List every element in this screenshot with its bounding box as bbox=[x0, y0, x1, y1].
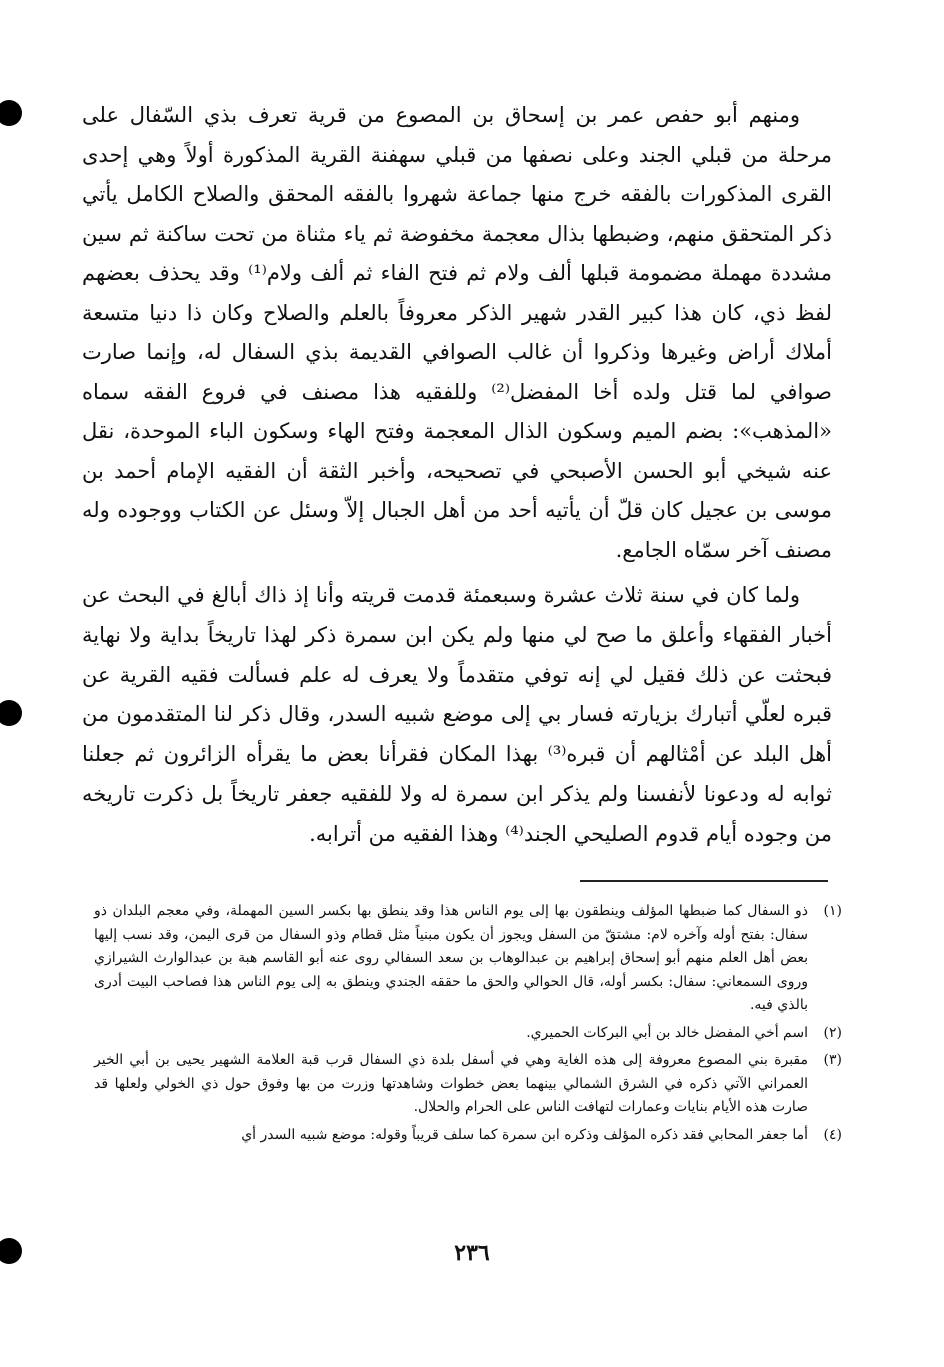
footnote-number: (٤) bbox=[823, 1126, 842, 1143]
main-text-paragraph-1 bbox=[82, 96, 832, 570]
paragraph-text: ومنهم أبو حفص عمر بن إسحاق بن المصوع من قرية تعرف بذي السّفال على مرحلة من قبلي الجند وعلى نصفها من قبلي سهفنة القرية المذكورة أولاً وهي إحدى القرى المذكورات بالفقه خرج منها جماعة شهروا بالفقه المحقق والصلاح الكامل يأتي ذكر المتحقق منهم، وضبطها بذال معجمة مخفوضة ثم ياء مثناة من تحت ساكنة ثم سين مشددة مهملة مضمومة قبلها ألف ولام ثم فتح الفاء ثم ألف ولام⁽¹⁾ وقد يحذف بعضهم لفظ ذي، كان هذا كبير القدر شهير الذكر معروفاً بالعلم والصلاح وكان ذا دنيا متسعة أملاك أراض وغيرها وذكروا أن غالب الصوافي القديمة بذي السفال له، وإنما صارت صوافي لما قتل ولده أخا المفضل⁽²⁾ وللفقيه هذا مصنف في فروع الفقه سماه «المذهب»: بضم الميم وسكون الذال المعجمة وفتح الهاء وسكون الباء الموحدة، نقل عنه شيخي أبو الحسن الأصبحي في تصحيحه، وأخبر الثقة أن الفقيه الإمام أحمد بن موسى بن عجيل كان قلّ أن يأتيه أحد من أهل الجبال إلاّ وسئل عن الكتاب ووجوده وله مصنف آخر سمّاه الجامع. bbox=[82, 103, 832, 562]
footnotes bbox=[94, 900, 842, 1151]
footnote-4 bbox=[94, 1124, 842, 1148]
footnote-text: ذو السفال كما ضبطها المؤلف وينطقون بها إلى يوم الناس هذا وقد ينطق بها بكسر السين المهملة، وفي معجم البلدان ذو سفال: بفتح أوله وآخره لام: مشتقّ من السفل ويجوز أن يكون مبنياً مثل قطام وذو السفال من قرى اليمن، وقد نسب إليها بعض أهل العلم منهم أبو إسحاق إبراهيم بن عبدالوهاب بن سعد السفالي روى عنه أبو القاسم هبة بن عبدالوارث الشيرازي وروى السمعاني: سفال: بكسر أوله، قال الحوالي والحق ما حققه الجندي وينطق به إلى يوم الناس هذا فصاحب البيت أدرى بالذي فيه. bbox=[94, 903, 808, 1013]
binding-hole-top bbox=[0, 100, 22, 126]
binding-hole-middle bbox=[0, 700, 22, 726]
footnote-2 bbox=[94, 1022, 842, 1046]
footnote-number: (١) bbox=[823, 903, 842, 919]
footnote-text: اسم أخي المفضل خالد بن أبي البركات الحميري. bbox=[526, 1024, 808, 1041]
footnote-number: (٣) bbox=[823, 1052, 842, 1068]
footnote-separator bbox=[580, 880, 828, 882]
footnote-text: مقبرة بني المصوع معروفة إلى هذه الغاية وهي في أسفل بلدة ذي السفال قرب قبة العلامة الشهير يحيى بن أبي الخير العمراني الآتي ذكره في الشرق الشمالي بينهما بعض خطوات وشاهدتها وزرت من بها وفوق حول ذي الخولي ولعلها قد صارت هذه الأيام بنايات وعمارات لتهافت الناس على الحرام والحلال. bbox=[94, 1052, 808, 1115]
paragraph-text: ولما كان في سنة ثلاث عشرة وسبعمئة قدمت قريته وأنا إذ ذاك أبالغ في البحث عن أخبار الفقهاء وأعلق ما صح لي منها ولم يكن ابن سمرة ذكر لهذا تاريخاً بداية ولا نهاية فبحثت عن ذلك فقيل لي إنه توفي متقدماً ولا يعرف له علم فسألت فقيه القرية عن قبره لعلّي أتبارك بزيارته فسار بي إلى موضع شبيه السدر، وقال ذكر لنا المتقدمون من أهل البلد عن أمْثالهم أن قبره⁽³⁾ بهذا المكان فقرأنا بعض ما يقرأه الزائرون ثم جعلنا ثوابه له ودعونا لأنفسنا ولم يذكر ابن سمرة له ولا للفقيه جعفر تاريخاً بل ذكرت تاريخه من وجوده أيام قدوم الصليحي الجند⁽⁴⁾ وهذا الفقيه من أترابه. bbox=[82, 583, 832, 846]
footnote-1 bbox=[94, 900, 842, 1018]
footnote-text: أما جعفر المحابي فقد ذكره المؤلف وذكره ابن سمرة كما سلف قريباً وقوله: موضع شبيه السدر أي bbox=[241, 1126, 808, 1143]
page-number: ٢٣٦ bbox=[454, 1240, 490, 1266]
main-text-paragraph-2 bbox=[82, 576, 832, 855]
footnote-3 bbox=[94, 1049, 842, 1120]
footnote-number: (٢) bbox=[823, 1024, 842, 1041]
